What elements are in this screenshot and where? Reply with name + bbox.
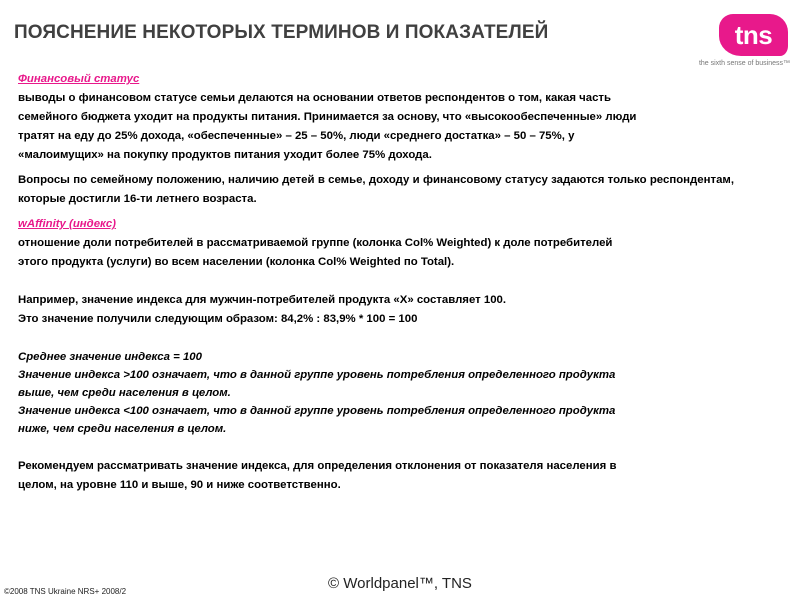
text-line: ниже, чем среди населения в целом. bbox=[18, 423, 227, 435]
recommendation bbox=[18, 457, 734, 495]
logo-tagline: the sixth sense of business™ bbox=[698, 60, 790, 67]
text-line: семейного бюджета уходит на продукты питания. Принимается за основу, что «высокообеспеченные» люди bbox=[18, 111, 637, 123]
text-line: этого продукта (услуги) во всем населении (колонка Col% Weighted по Total). bbox=[18, 256, 455, 268]
page-title: ПОЯСНЕНИЕ НЕКОТОРЫХ ТЕРМИНОВ И ПОКАЗАТЕЛЕЙ bbox=[14, 22, 549, 43]
age-note: Вопросы по семейному положению, наличию детей в семье, доходу и финансовому статусу задаются только респондентам, которые достигли 16-ти летнего возраста. bbox=[18, 174, 734, 205]
affinity-example bbox=[18, 291, 734, 329]
footer-copyright: ©2008 TNS Ukraine NRS+ 2008/2 bbox=[4, 587, 127, 596]
text-line: «малоимущих» на покупку продуктов питания уходит более 75% дохода. bbox=[18, 149, 432, 161]
text-line: Значение индекса <100 означает, что в данной группе уровень потребления определенного продукта bbox=[18, 405, 616, 417]
affinity-heading: wAffinity (индекс) bbox=[18, 218, 116, 230]
tns-logo: tns bbox=[719, 14, 788, 56]
content-body bbox=[18, 70, 734, 495]
financial-status-text bbox=[18, 89, 734, 165]
text-line: Например, значение индекса для мужчин-потребителей продукта «X» составляет 100. bbox=[18, 294, 507, 306]
text-line: отношение доли потребителей в рассматриваемой группе (колонка Col% Weighted) к доле потребителей bbox=[18, 237, 613, 249]
text-line: Рекомендуем рассматривать значение индекса, для определения отклонения от показателя населения в bbox=[18, 460, 617, 472]
text-line: целом, на уровне 110 и выше, 90 и ниже соответственно. bbox=[18, 479, 341, 491]
text-line: Это значение получили следующим образом: 84,2% : 83,9% * 100 = 100 bbox=[18, 313, 418, 325]
text-line: Среднее значение индекса = 100 bbox=[18, 351, 202, 363]
affinity-definition bbox=[18, 234, 734, 272]
financial-status-heading: Финансовый статус bbox=[18, 73, 140, 85]
text-line: тратят на еду до 25% дохода, «обеспеченные» – 25 – 50%, люди «среднего достатка» – 50 – 75%, у bbox=[18, 130, 575, 142]
text-line: выше, чем среди населения в целом. bbox=[18, 387, 231, 399]
footer-source: © Worldpanel™, TNS bbox=[328, 575, 472, 592]
text-line: Значение индекса >100 означает, что в данной группе уровень потребления определенного продукта bbox=[18, 369, 616, 381]
index-interpretation bbox=[18, 348, 734, 438]
text-line: выводы о финансовом статусе семьи делаются на основании ответов респондентов о том, какая часть bbox=[18, 92, 612, 104]
